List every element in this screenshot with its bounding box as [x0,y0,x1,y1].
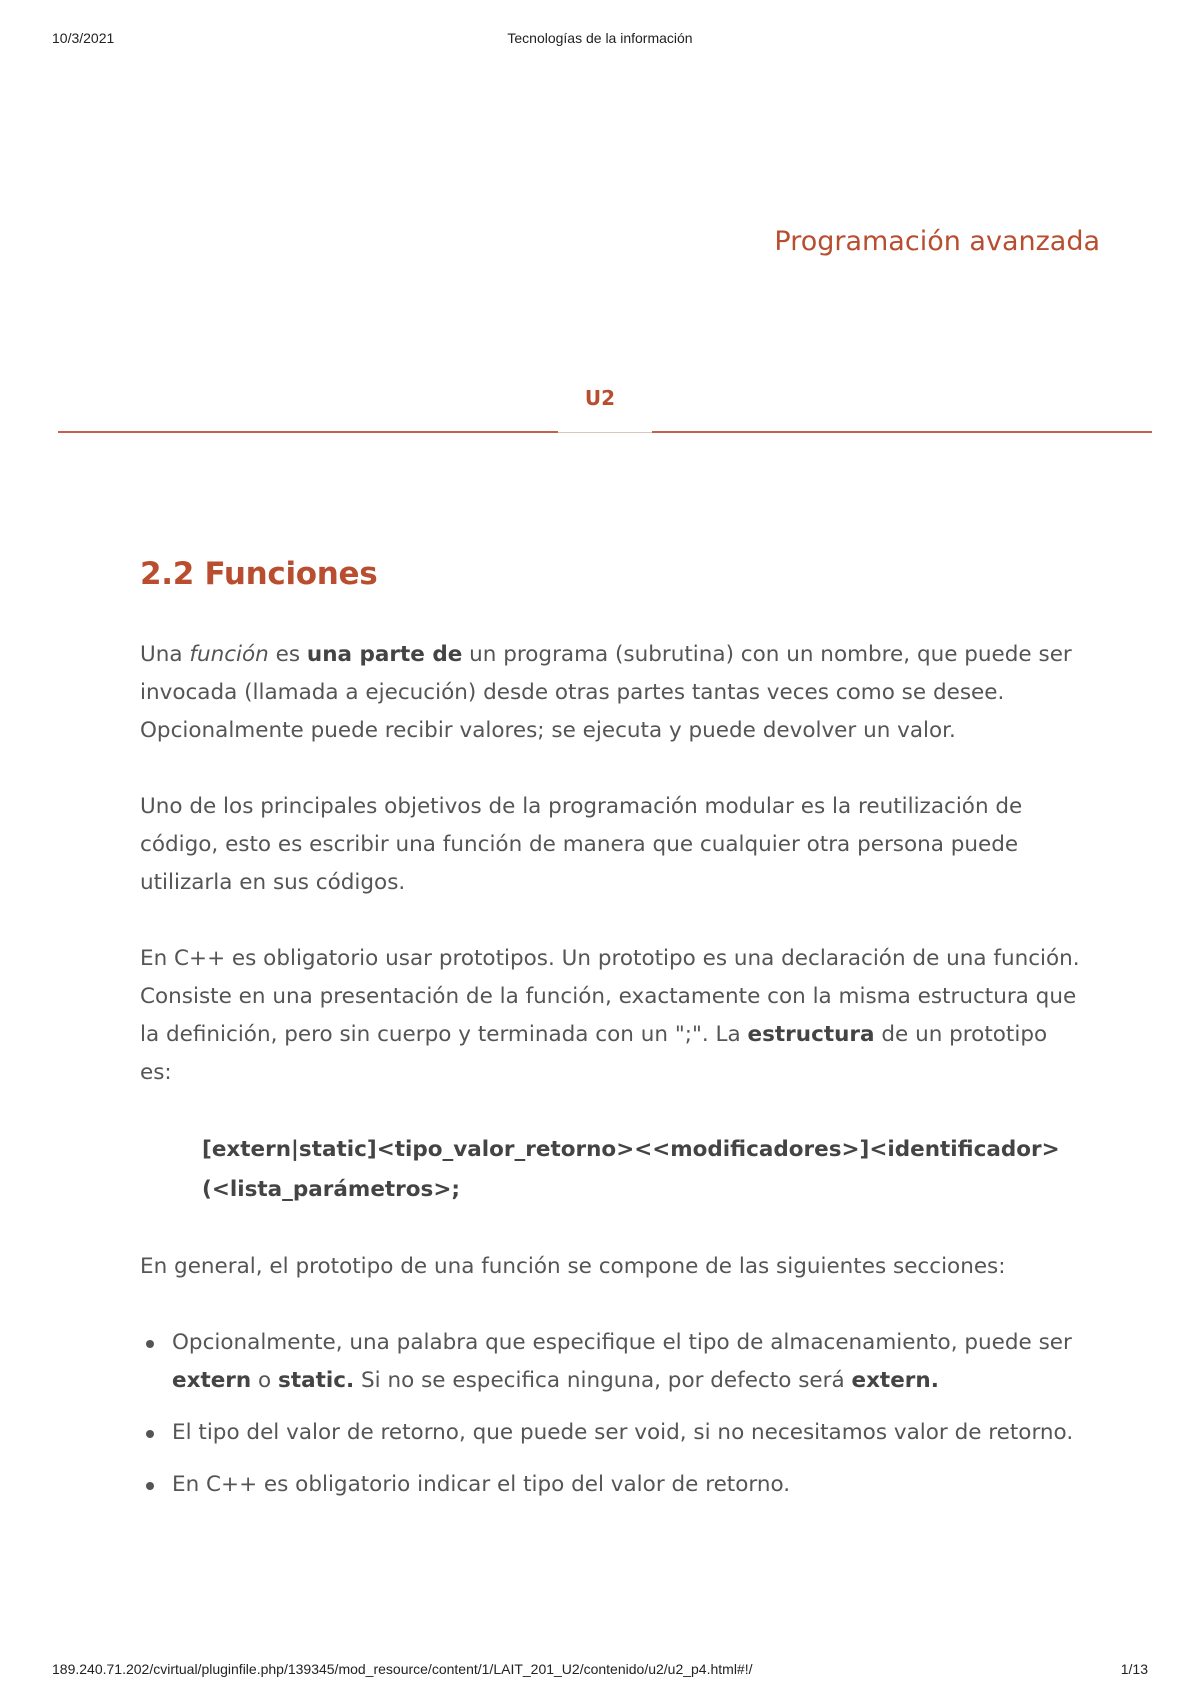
text-span: Una [140,642,190,667]
print-date: 10/3/2021 [52,30,115,46]
print-footer [0,1661,1200,1681]
unit-divider-center [558,432,652,433]
bold-term: static. [278,1368,355,1393]
print-url: 189.240.71.202/cvirtual/pluginfile.php/139345/mod_resource/content/1/LAIT_201_U2/contenido/u2/u2_p4.html#!/ [52,1661,753,1677]
text-span: Si no se especifica ninguna, por defecto será [354,1368,852,1393]
unit-divider-right [652,431,1152,433]
text-span: Opcionalmente, una palabra que especifique el tipo de almacenamiento, puede ser [172,1330,1072,1355]
list-item [172,1324,1080,1400]
unit-divider-left [58,431,558,433]
text-span: un programa (subrutina) con un nombre, que puede ser invocada (llamada a ejecución) desde otras partes tantas veces como se desee. Opcionalmente puede recibir valores; se ejecuta y puede devolver un valor. [140,642,1072,743]
paragraph-objectives: Uno de los principales objetivos de la programación modular es la reutilización de código, esto es escribir una función de manera que cualquier otra persona puede utilizarla en sus códigos. [140,794,1023,895]
page-number: 1/13 [1120,1661,1148,1677]
bold-term: una parte de [306,642,463,667]
text-span: o [251,1368,279,1393]
paragraph-sections-intro: En general, el prototipo de una función se compone de las siguientes secciones: [140,1254,1006,1279]
italic-term: función [189,642,269,667]
list-item: En C++ es obligatorio indicar el tipo del valor de retorno. [172,1466,1080,1504]
bold-term: extern [172,1368,252,1393]
course-title: Programación avanzada [774,226,1100,257]
paragraph-prototypes [140,940,1080,1092]
prototype-line-1: [extern|static]<tipo_valor_retorno><<modificadores>]<identificador> [202,1137,1060,1162]
paragraph-definition [140,636,1080,750]
sections-list [140,1324,1080,1504]
section-heading: 2.2 Funciones [140,556,378,592]
text-span: es [268,642,307,667]
prototype-structure [202,1130,1080,1210]
prototype-line-2: (<lista_parámetros>; [202,1177,460,1202]
main-content [140,556,1080,1518]
unit-label: U2 [584,386,616,410]
print-header [0,30,1200,50]
text-span: En C++ es obligatorio usar prototipos. Un prototipo es una declaración de una función. Consiste en una presentación de la función, exactamente con la misma estructura que la definición, pero sin cuerpo y terminada con un ";". La [140,946,1080,1047]
list-item: El tipo del valor de retorno, que puede ser void, si no necesitamos valor de retorno. [172,1414,1080,1452]
text-span: de un prototipo es: [140,1022,1048,1085]
bold-term: estructura [747,1022,875,1047]
bold-term: extern. [851,1368,939,1393]
print-title: Tecnologías de la información [507,30,693,46]
